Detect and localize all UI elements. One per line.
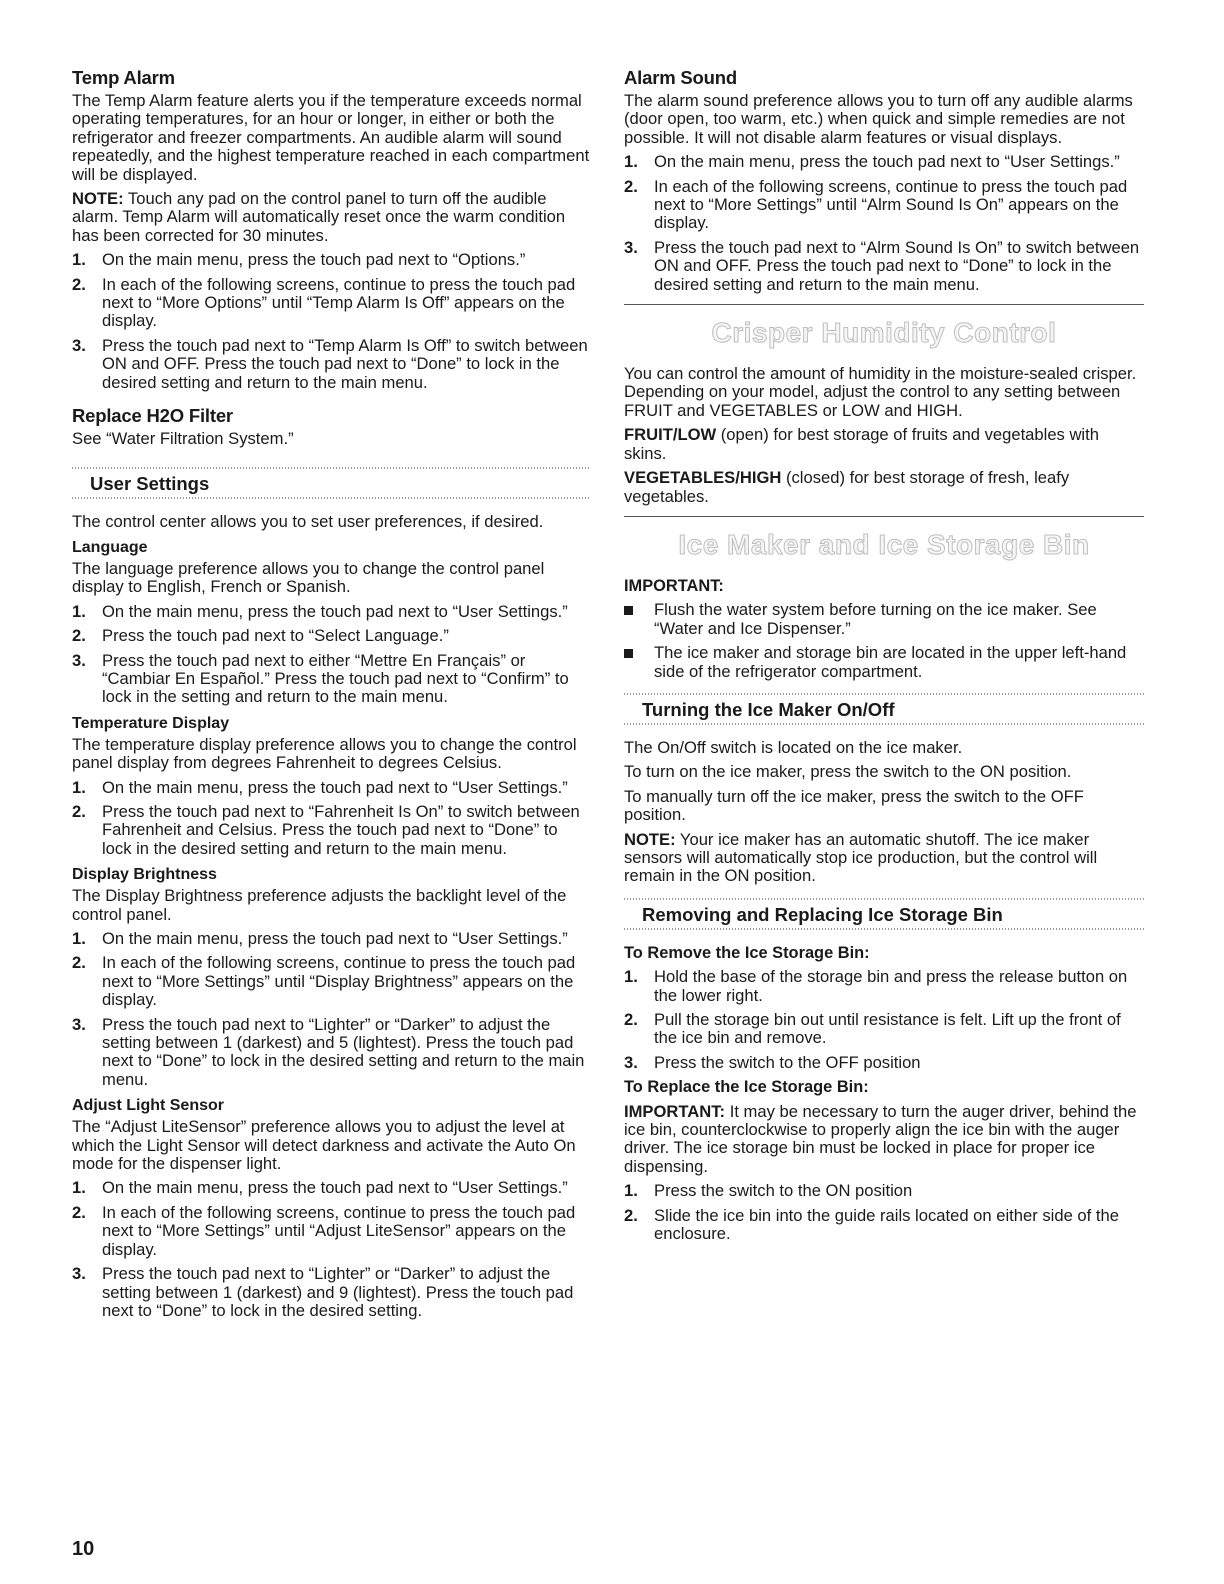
list-item xyxy=(72,276,590,331)
fruit-text: (open) for best storage of fruits and vegetables with skins. xyxy=(624,425,1099,463)
list-item xyxy=(72,1265,590,1320)
step-number: 2. xyxy=(72,274,86,294)
list-item xyxy=(624,178,1144,233)
step-text: Pull the storage bin out until resistance is felt. Lift up the front of the ice bin and remove. xyxy=(654,1010,1121,1048)
user-settings-intro: The control center allows you to set user preferences, if desired. xyxy=(72,511,544,531)
step-text: Press the touch pad next to “Alrm Sound Is On” to switch between ON and OFF. Press the touch pad next to “Done” to lock in the desired setting and return to the main menu. xyxy=(654,237,1140,294)
adjust-light-sensor-body: The “Adjust LiteSensor” preference allows you to adjust the level at which the Light Sensor will detect darkness and activate the Auto On mode for the dispenser light. xyxy=(72,1117,576,1174)
vegetables-text: (closed) for best storage of fresh, leafy vegetables. xyxy=(624,468,1070,506)
adjust-light-sensor-steps xyxy=(72,1179,590,1320)
step-number: 1. xyxy=(72,1178,86,1198)
step-text: In each of the following screens, continue to press the touch pad next to “More Settings” until “Display Brightness” appears on the display. xyxy=(102,953,576,1010)
step-text: Press the touch pad next to “Fahrenheit Is On” to switch between Fahrenheit and Celsius. Press the touch pad next to “Done” to lock in the desired setting and return to the main menu. xyxy=(102,801,580,858)
user-settings-heading: User Settings xyxy=(90,472,210,494)
crisper-heading: Crisper Humidity Control xyxy=(711,317,1057,349)
step-text: On the main menu, press the touch pad next to “Options.” xyxy=(102,250,526,270)
step-text: On the main menu, press the touch pad next to “User Settings.” xyxy=(102,1178,568,1198)
step-number: 1. xyxy=(72,250,86,270)
crisper-vegetables xyxy=(624,469,1144,506)
step-number: 1. xyxy=(624,967,638,987)
important-label: IMPORTANT: xyxy=(624,1101,726,1121)
bullet-text: Flush the water system before turning on the ice maker. See “Water and Ice Dispenser.” xyxy=(654,600,1097,638)
right-column xyxy=(624,62,1144,1249)
language-body: The language preference allows you to change the control panel display to English, French or Spanish. xyxy=(72,558,545,597)
list-item xyxy=(72,251,590,269)
language-heading: Language xyxy=(72,538,148,556)
list-item xyxy=(72,930,590,948)
step-number: 2. xyxy=(624,1205,638,1225)
list-item xyxy=(624,153,1144,171)
note-text: Your ice maker has an automatic shutoff. The ice maker sensors will automatically stop ice production, but the control will remain in the ON position. xyxy=(624,829,1098,886)
replace-filter-heading: Replace H2O Filter xyxy=(72,405,233,427)
step-number: 3. xyxy=(624,1052,638,1072)
list-item xyxy=(624,1011,1144,1048)
bullet-text: The ice maker and storage bin are located in the upper left-hand side of the refrigerator compartment. xyxy=(654,643,1127,681)
crisper-body: You can control the amount of humidity in the moisture-sealed crisper. Depending on your model, adjust the control to any setting between FRUIT and VEGETABLES or LOW and HIGH. xyxy=(624,364,1137,420)
step-number: 1. xyxy=(624,1181,638,1201)
step-number: 2. xyxy=(72,953,86,973)
ice-maker-on-off-subheader xyxy=(624,693,1144,725)
step-number: 3. xyxy=(72,1014,86,1034)
temp-alarm-heading: Temp Alarm xyxy=(72,67,175,88)
temperature-display-body: The temperature display preference allows you to change the control panel display from degrees Fahrenheit to degrees Celsius. xyxy=(72,734,577,773)
step-number: 2. xyxy=(624,176,638,196)
remove-bin-steps xyxy=(624,968,1144,1072)
step-number: 3. xyxy=(72,650,86,670)
left-column xyxy=(72,62,590,1326)
list-item xyxy=(72,779,590,797)
list-item xyxy=(624,601,1144,638)
step-number: 3. xyxy=(72,1264,86,1284)
list-item xyxy=(72,1204,590,1259)
crisper-section-band xyxy=(624,304,1144,359)
temp-alarm-note xyxy=(72,190,590,245)
temperature-display-steps xyxy=(72,779,590,859)
step-text: Press the touch pad next to either “Mettre En Français” or “Cambiar En Español.” Press the touch pad next to “Confirm” to lock in the setting and return to the main menu. xyxy=(102,650,569,707)
language-steps xyxy=(72,603,590,707)
vegetables-label: VEGETABLES/HIGH xyxy=(624,468,782,488)
step-number: 3. xyxy=(72,335,86,355)
bullet-icon xyxy=(624,601,654,638)
list-item xyxy=(624,1207,1144,1244)
temp-alarm-steps xyxy=(72,251,590,392)
step-text: On the main menu, press the touch pad next to “User Settings.” xyxy=(654,152,1120,172)
list-item xyxy=(72,1179,590,1197)
list-item xyxy=(72,803,590,858)
bullet-icon xyxy=(624,644,654,681)
important-text: It may be necessary to turn the auger driver, behind the ice bin, counterclockwise to properly align the ice bin with the auger driver. The ice storage bin must be locked in place for proper ice dispensing. xyxy=(624,1101,1137,1176)
alarm-sound-steps xyxy=(624,153,1144,294)
step-text: Press the touch pad next to “Lighter” or “Darker” to adjust the setting between 1 (darkest) and 5 (lightest). Press the touch pad next to “Done” to lock in the desired setting and return to the main menu. xyxy=(102,1014,585,1089)
display-brightness-body: The Display Brightness preference adjusts the backlight level of the control panel. xyxy=(72,886,567,924)
list-item xyxy=(72,652,590,707)
step-number: 1. xyxy=(624,152,638,172)
list-item xyxy=(72,337,590,392)
step-text: Slide the ice bin into the guide rails located on either side of the enclosure. xyxy=(654,1205,1119,1244)
fruit-label: FRUIT/LOW xyxy=(624,425,717,445)
on-off-paragraph: To manually turn off the ice maker, press the switch to the OFF position. xyxy=(624,786,1084,825)
on-off-note xyxy=(624,831,1144,886)
list-item xyxy=(72,1016,590,1090)
remove-bin-heading: To Remove the Ice Storage Bin: xyxy=(624,943,870,962)
step-text: In each of the following screens, continue to press the touch pad next to “More Settings” until “Alrm Sound Is On” appears on the display. xyxy=(654,176,1128,233)
list-item xyxy=(72,627,590,645)
list-item xyxy=(624,644,1144,681)
user-settings-subheader xyxy=(72,467,590,499)
step-text: Press the switch to the ON position xyxy=(654,1181,913,1201)
step-number: 3. xyxy=(624,237,638,257)
temperature-display-heading: Temperature Display xyxy=(72,714,230,732)
on-off-paragraph: The On/Off switch is located on the ice maker. xyxy=(624,737,963,757)
step-text: Press the touch pad next to “Temp Alarm Is Off” to switch between ON and OFF. Press the touch pad next to “Done” to lock in the desired setting and return to the main menu. xyxy=(102,335,588,392)
adjust-light-sensor-heading: Adjust Light Sensor xyxy=(72,1097,224,1115)
ice-bin-subheader xyxy=(624,898,1144,930)
step-number: 2. xyxy=(72,801,86,821)
list-item xyxy=(624,239,1144,294)
note-label: NOTE: xyxy=(624,829,676,849)
step-text: Press the touch pad next to “Lighter” or “Darker” to adjust the setting between 1 (darkest) and 9 (lightest). Press the touch pad next to “Done” to lock in the desired setting. xyxy=(102,1264,574,1320)
step-number: 2. xyxy=(72,1202,86,1222)
step-text: On the main menu, press the touch pad next to “User Settings.” xyxy=(102,777,568,797)
step-text: On the main menu, press the touch pad next to “User Settings.” xyxy=(102,929,568,948)
page-number: 10 xyxy=(72,1538,95,1560)
ice-maker-on-off-heading: Turning the Ice Maker On/Off xyxy=(642,698,895,720)
step-text: In each of the following screens, continue to press the touch pad next to “More Settings” until “Adjust LiteSensor” appears on the display. xyxy=(102,1202,576,1259)
alarm-sound-body: The alarm sound preference allows you to turn off any audible alarms (door open, too warm, etc.) when quick and simple remedies are not possible. It will not disable alarm features or visual displays. xyxy=(624,91,1133,147)
step-text: Press the touch pad next to “Select Language.” xyxy=(102,626,449,646)
temp-alarm-body: The Temp Alarm feature alerts you if the temperature exceeds normal operating temperatures, for an hour or longer, in either or both the refrigerator and freezer compartments. An audible alarm will sound repeatedly, and the highest temperature reached in each compartment will be displayed. xyxy=(72,91,590,184)
ice-maker-bullets xyxy=(624,601,1144,681)
ice-bin-heading: Removing and Replacing Ice Storage Bin xyxy=(642,903,1003,925)
step-text: In each of the following screens, continue to press the touch pad next to “More Options” until “Temp Alarm Is Off” appears on the display. xyxy=(102,274,576,331)
note-label: NOTE: xyxy=(72,189,124,209)
step-number: 1. xyxy=(72,601,86,621)
list-item xyxy=(624,968,1144,1005)
on-off-paragraph: To turn on the ice maker, press the switch to the ON position. xyxy=(624,762,1072,782)
ice-maker-heading: Ice Maker and Ice Storage Bin xyxy=(678,528,1090,560)
step-text: On the main menu, press the touch pad next to “User Settings.” xyxy=(102,601,568,621)
replace-bin-steps xyxy=(624,1182,1144,1243)
replace-bin-important xyxy=(624,1103,1144,1177)
replace-filter-body: See “Water Filtration System.” xyxy=(72,429,294,449)
display-brightness-heading: Display Brightness xyxy=(72,866,217,884)
crisper-fruit xyxy=(624,426,1144,463)
step-text: Hold the base of the storage bin and press the release button on the lower right. xyxy=(654,967,1128,1005)
list-item xyxy=(72,954,590,1009)
display-brightness-steps xyxy=(72,930,590,1089)
list-item xyxy=(624,1182,1144,1200)
step-number: 2. xyxy=(624,1010,638,1029)
list-item xyxy=(624,1054,1144,1072)
alarm-sound-heading: Alarm Sound xyxy=(624,67,737,88)
ice-maker-important: IMPORTANT: xyxy=(624,576,724,595)
list-item xyxy=(72,603,590,621)
step-number: 2. xyxy=(72,626,86,646)
step-number: 1. xyxy=(72,929,86,948)
ice-maker-section-band xyxy=(624,516,1144,571)
step-number: 1. xyxy=(72,777,86,797)
step-text: Press the switch to the OFF position xyxy=(654,1052,921,1072)
note-text: Touch any pad on the control panel to turn off the audible alarm. Temp Alarm will automatically reset once the warm condition has been corrected for 30 minutes. xyxy=(72,189,566,245)
replace-bin-heading: To Replace the Ice Storage Bin: xyxy=(624,1078,869,1097)
